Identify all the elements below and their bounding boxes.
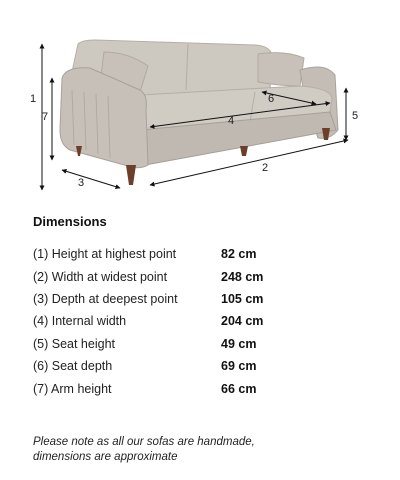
dimension-value: 105 cm	[221, 291, 264, 306]
dimension-label: (2) Width at widest point	[33, 269, 168, 284]
dimension-row-seat-height	[33, 333, 373, 355]
dimension-label: (3) Depth at deepest point	[33, 291, 178, 306]
dimension-label: (4) Internal width	[33, 314, 127, 329]
dimension-label: (6) Seat depth	[33, 359, 113, 374]
dimension-value: 204 cm	[221, 314, 264, 329]
dimension-value: 66 cm	[221, 381, 257, 396]
note-line-1: Please note as all our sofas are handmade,	[33, 436, 255, 448]
sofa-illustration	[60, 40, 338, 185]
callout-1: 1	[30, 93, 37, 105]
callout-6: 6	[268, 93, 275, 105]
dimension-row-width	[33, 265, 373, 287]
callout-2: 2	[262, 162, 269, 174]
dimensions-heading: Dimensions	[33, 214, 107, 229]
dimension-3-line	[62, 170, 120, 188]
dimension-value: 49 cm	[221, 336, 257, 351]
dimension-label: (5) Seat height	[33, 336, 115, 351]
dimension-row-arm-height	[33, 377, 373, 399]
dimension-value: 248 cm	[221, 269, 264, 284]
pillow-right	[258, 53, 304, 86]
dimension-row-internal-width	[33, 310, 373, 332]
dimension-label: (1) Height at highest point	[33, 247, 177, 262]
dimension-value: 82 cm	[221, 247, 257, 262]
callout-5: 5	[352, 110, 359, 122]
dimension-row-height	[33, 243, 373, 265]
note-line-2: dimensions are approximate	[33, 451, 178, 463]
callout-3: 3	[78, 177, 85, 189]
callout-7: 7	[42, 111, 49, 123]
dimension-row-seat-depth	[33, 355, 373, 377]
dimensions-list	[33, 243, 373, 400]
sofa-dimension-diagram	[0, 0, 400, 200]
dimension-row-depth	[33, 288, 373, 310]
callout-4: 4	[228, 115, 235, 127]
dimension-label: (7) Arm height	[33, 381, 112, 396]
handmade-note	[33, 435, 373, 465]
dimension-value: 69 cm	[221, 359, 257, 374]
